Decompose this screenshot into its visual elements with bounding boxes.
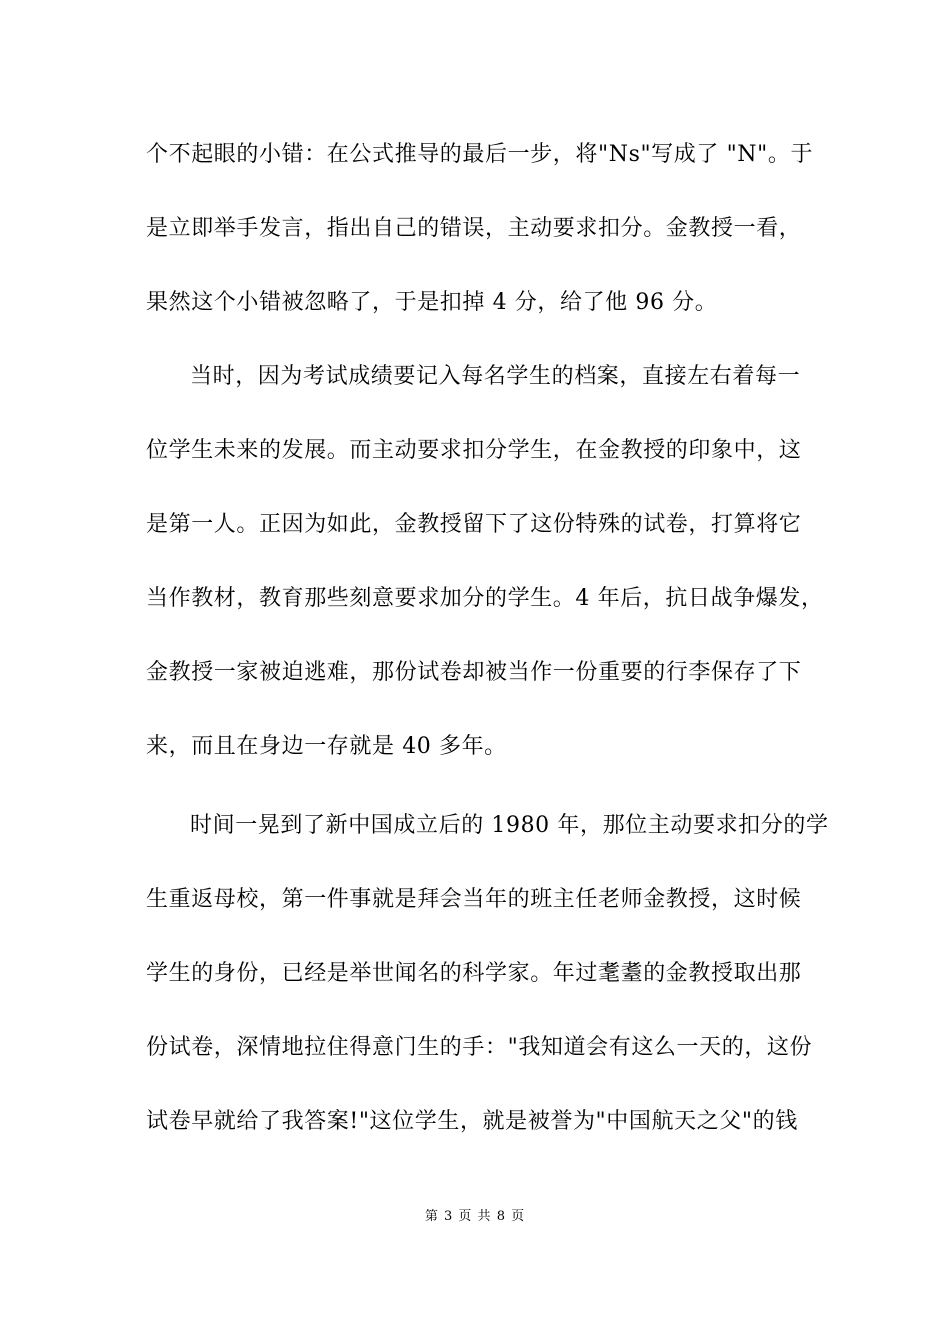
page-number-footer: 第 3 页 共 8 页: [424, 1209, 526, 1224]
text-line: 当作教材，教育那些刻意要求加分的学生。4 年后，抗日战争爆发，: [146, 586, 824, 611]
text-line: 是第一人。正因为如此，金教授留下了这份特殊的试卷，打算将它: [146, 512, 802, 537]
text-line: 试卷早就给了我答案!"这位学生，就是被誉为"中国航天之父"的钱: [146, 1109, 798, 1134]
text-line: 来，而且在身边一存就是 40 多年。: [146, 734, 507, 759]
text-line: 生重返母校，第一件事就是拜会当年的班主任老师金教授，这时候: [146, 887, 802, 912]
paragraph-first-line: 当时，因为考试成绩要记入每名学生的档案，直接左右着每一: [190, 364, 801, 389]
text-line: 位学生未来的发展。而主动要求扣分学生，在金教授的印象中，这: [146, 438, 802, 463]
text-line: 果然这个小错被忽略了，于是扣掉 4 分，给了他 96 分。: [146, 290, 718, 315]
text-line: 金教授一家被迫逃难，那份试卷却被当作一份重要的行李保存了下: [146, 660, 802, 685]
text-line: 份试卷，深情地拉住得意门生的手："我知道会有这么一天的，这份: [146, 1035, 813, 1060]
paragraph-first-line: 时间一晃到了新中国成立后的 1980 年，那位主动要求扣分的学: [190, 813, 829, 838]
text-line: 个不起眼的小错：在公式推导的最后一步，将"Ns"写成了 "N"。于: [146, 142, 814, 167]
text-line: 是立即举手发言，指出自己的错误，主动要求扣分。金教授一看，: [146, 216, 802, 241]
text-line: 学生的身份，已经是举世闻名的科学家。年过耄耋的金教授取出那: [146, 961, 802, 986]
